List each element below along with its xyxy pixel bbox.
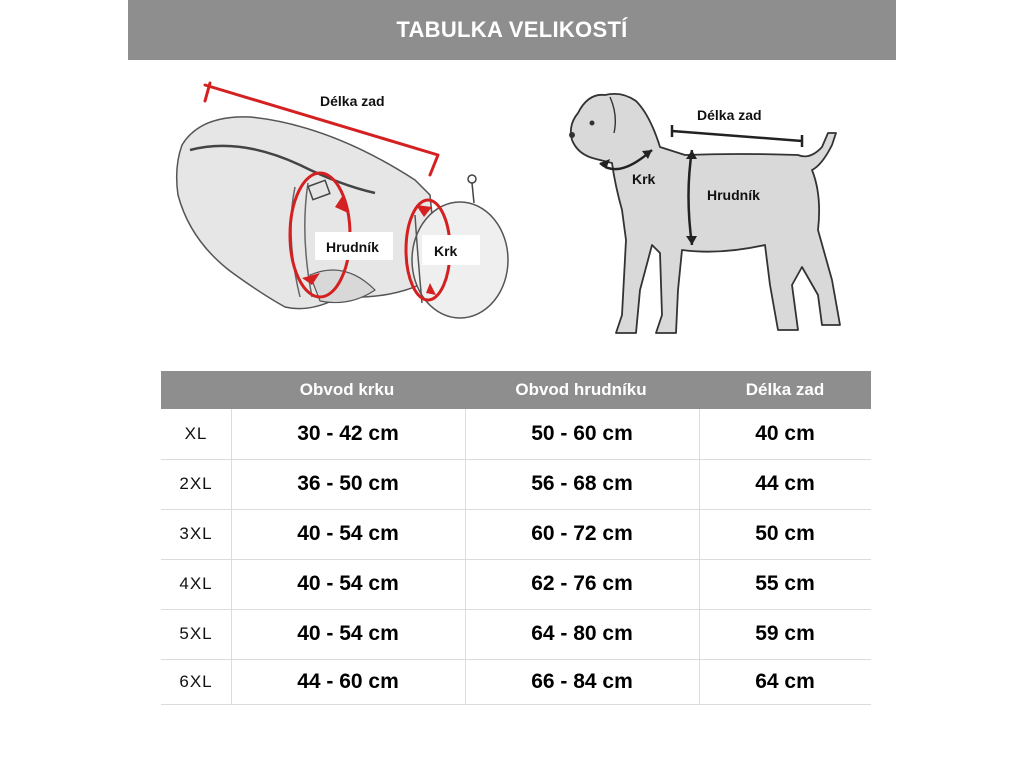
size-cell: 5XL (179, 624, 213, 643)
dog-back-length-label: Délka zad (697, 107, 762, 123)
table-row (161, 509, 871, 560)
dog-chest-label: Hrudník (707, 187, 760, 203)
back-cell: 50 cm (755, 522, 815, 545)
chest-cell: 60 - 72 cm (531, 522, 633, 545)
neck-cell: 44 - 60 cm (297, 669, 399, 693)
size-cell: XL (184, 424, 208, 443)
coat-diagram (160, 75, 520, 335)
table-row (161, 559, 871, 610)
table-row (161, 609, 871, 660)
back-cell: 40 cm (755, 422, 815, 445)
header-back: Délka zad (745, 380, 825, 399)
table-header (161, 371, 871, 409)
table-row (161, 459, 871, 510)
back-cell: 64 cm (755, 669, 815, 693)
chest-cell: 50 - 60 cm (531, 422, 633, 445)
back-cell: 44 cm (755, 472, 815, 495)
chest-cell: 62 - 76 cm (531, 572, 633, 595)
table-row (161, 659, 871, 705)
table-row (161, 409, 871, 460)
size-table (161, 371, 871, 704)
coat-neck-label: Krk (434, 243, 458, 259)
chest-cell: 64 - 80 cm (531, 622, 633, 645)
title-banner (128, 0, 896, 60)
dog-illustration (560, 85, 850, 340)
size-cell: 4XL (179, 574, 213, 593)
neck-cell: 40 - 54 cm (297, 522, 399, 545)
back-cell: 59 cm (755, 622, 815, 645)
header-chest: Obvod hrudníku (515, 380, 647, 399)
back-cell: 55 cm (755, 572, 815, 595)
size-cell: 6XL (179, 671, 213, 691)
neck-cell: 40 - 54 cm (297, 572, 399, 595)
coat-chest-label: Hrudník (326, 239, 379, 255)
size-cell: 2XL (179, 474, 213, 493)
coat-illustration (160, 75, 520, 335)
neck-cell: 36 - 50 cm (297, 472, 399, 495)
neck-cell: 40 - 54 cm (297, 622, 399, 645)
size-cell: 3XL (179, 524, 213, 543)
dog-neck-label: Krk (632, 171, 656, 187)
chest-cell: 56 - 68 cm (531, 472, 633, 495)
page-title: TABULKA VELIKOSTÍ (396, 17, 628, 42)
chest-cell: 66 - 84 cm (531, 669, 633, 693)
header-neck: Obvod krku (299, 380, 395, 399)
dog-diagram (560, 85, 850, 340)
coat-back-length-label: Délka zad (320, 93, 385, 109)
neck-cell: 30 - 42 cm (297, 422, 399, 445)
